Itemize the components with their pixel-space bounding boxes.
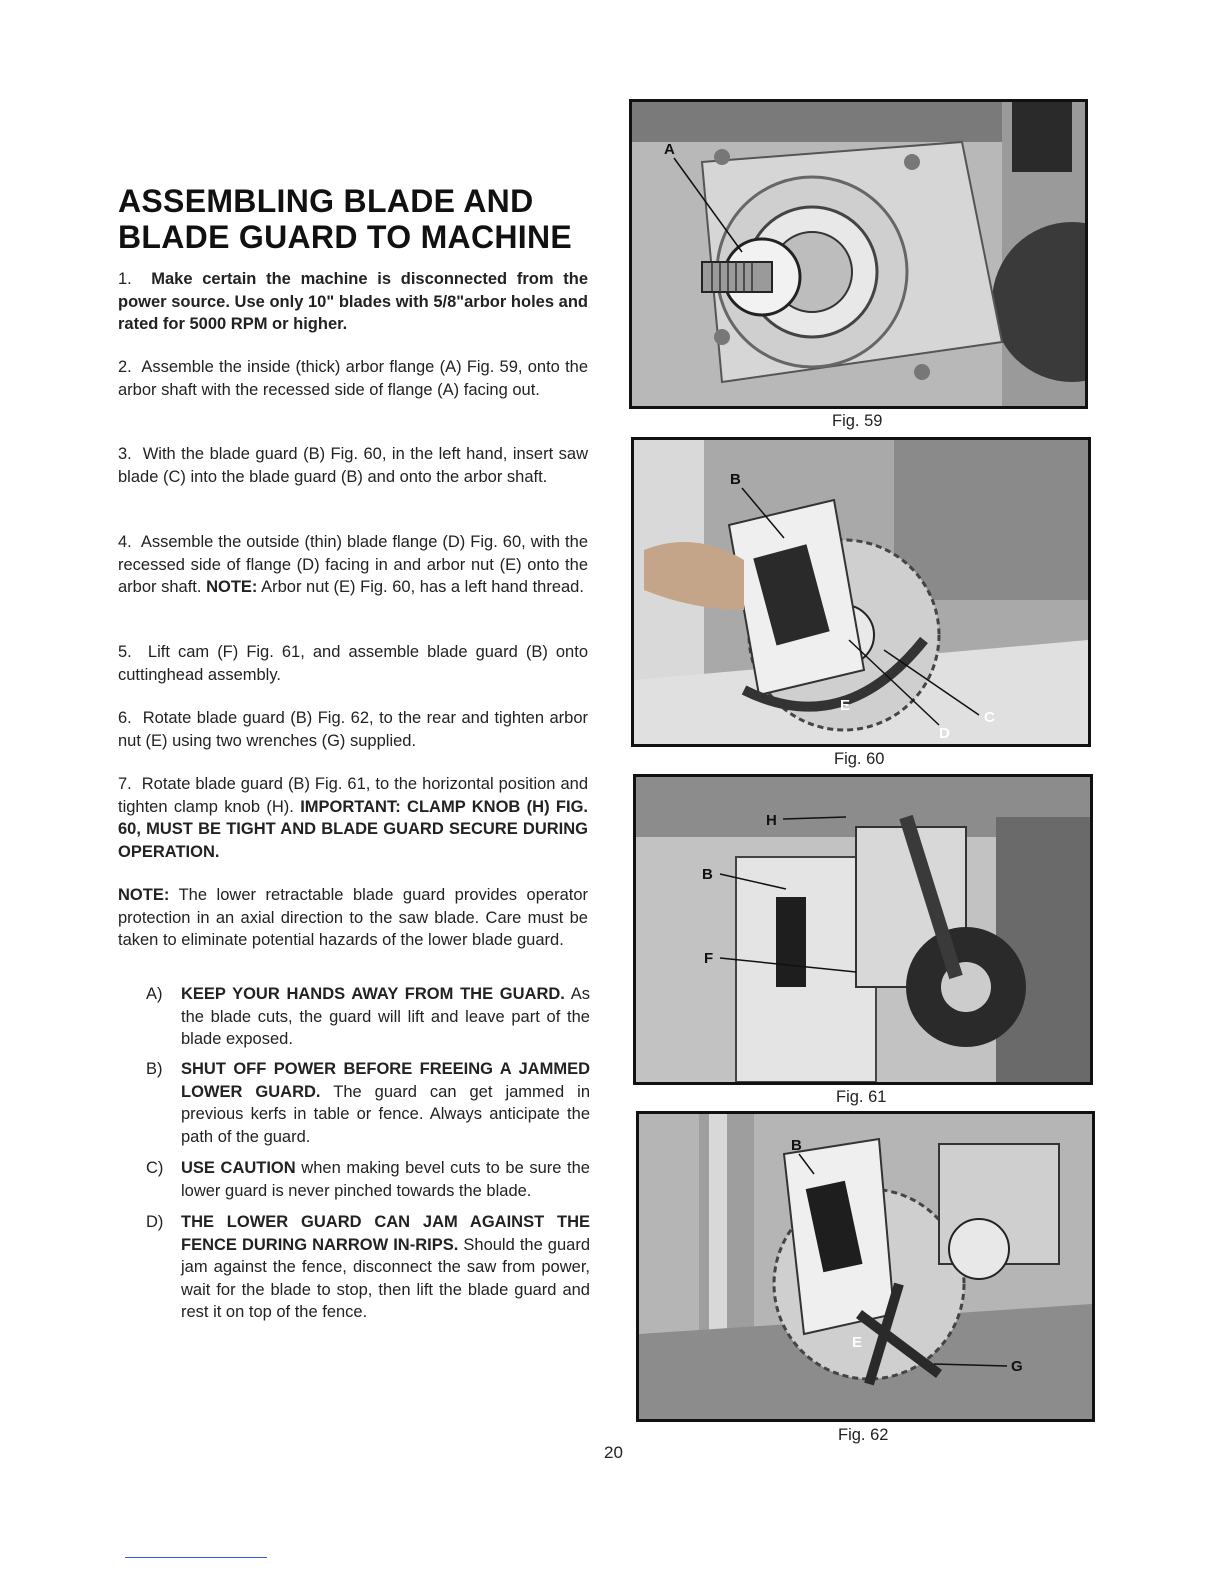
figure-62-photo: [636, 1111, 1095, 1422]
callout-e: E: [840, 697, 851, 714]
figure-59-caption: Fig. 59: [832, 412, 883, 430]
callout-c: C: [984, 709, 995, 726]
note-text: Arbor nut (E) Fig. 60, has a left hand thread.: [261, 578, 584, 596]
warning-b: [146, 1058, 590, 1148]
step-text: Assemble the outside (thin) blade flange (D) Fig. 60, with the recessed side of flange (D) facing in and arbor nut (E) onto the arbor shaft.: [118, 533, 588, 596]
step-6: [118, 707, 588, 752]
warning-bold: KEEP YOUR HANDS AWAY FROM THE GUARD.: [181, 985, 565, 1003]
callout-f: F: [704, 950, 714, 967]
figure-59-photo: [629, 99, 1088, 409]
warning-c: [146, 1157, 590, 1202]
cuttinghead-assembly-illustration: [636, 777, 1090, 1082]
figure-60-photo: [631, 437, 1091, 747]
step-4: [118, 531, 588, 599]
callout-b: B: [730, 471, 741, 488]
note-label: NOTE:: [118, 886, 170, 904]
step-1: [118, 268, 588, 336]
step-3: [118, 443, 588, 488]
figure-62-caption: Fig. 62: [838, 1426, 889, 1444]
callout-e: E: [852, 1334, 863, 1351]
figure-60-caption: Fig. 60: [834, 750, 885, 768]
step-number: 7.: [118, 775, 132, 793]
warning-a: [146, 983, 590, 1051]
warning-text: As the blade cuts, the guard will lift and leave part of the blade exposed.: [181, 985, 590, 1048]
page-title: ASSEMBLING BLADE AND BLADE GUARD TO MACHINE: [118, 183, 573, 255]
note-paragraph: [118, 884, 588, 952]
figure-61-photo: [633, 774, 1093, 1085]
step-number: 6.: [118, 709, 132, 727]
step-2: [118, 356, 588, 401]
step-text: Lift cam (F) Fig. 61, and assemble blade guard (B) onto cuttinghead assembly.: [118, 643, 588, 684]
callout-d: D: [939, 725, 950, 742]
warning-letter: B): [146, 1060, 163, 1078]
step-number: 3.: [118, 445, 132, 463]
step-number: 5.: [118, 643, 132, 661]
note-text: The lower retractable blade guard provides operator protection in an axial direction to the saw blade. Care must be taken to eliminate potential hazards of the lower blade guard.: [118, 886, 589, 949]
callout-b: B: [702, 866, 713, 883]
callout-b: B: [791, 1137, 802, 1154]
step-text: Rotate blade guard (B) Fig. 61, to the horizontal position and tighten clamp knob (H).: [118, 775, 589, 816]
important-text: IMPORTANT: CLAMP KNOB (H) FIG. 60, MUST BE TIGHT AND BLADE GUARD SECURE DURING OPERATION.: [118, 797, 588, 861]
step-text: With the blade guard (B) Fig. 60, in the left hand, insert saw blade (C) into the blade guard (B) and onto the arbor shaft.: [118, 445, 588, 486]
callout-h: H: [766, 812, 777, 829]
warning-bold: SHUT OFF POWER BEFORE FREEING A JAMMED LOWER GUARD.: [181, 1060, 590, 1101]
warning-text: The guard can get jammed in previous kerfs in table or fence. Always anticipate the path of the guard.: [181, 1082, 590, 1146]
page-number: 20: [604, 1443, 623, 1462]
step-text: Assemble the inside (thick) arbor flange (A) Fig. 59, onto the arbor shaft with the recessed side of flange (A) facing out.: [118, 358, 589, 399]
arbor-flange-illustration: [632, 102, 1085, 406]
warning-letter: A): [146, 985, 163, 1003]
note-label: NOTE:: [206, 578, 258, 596]
warning-d: [146, 1211, 590, 1324]
warning-text: when making bevel cuts to be sure the lower guard is never pinched towards the blade.: [181, 1159, 590, 1200]
step-bold-text: Make certain the machine is disconnected from the power source. Use only 10" blades with 5/8"arbor holes and rated for 5000 RPM or higher.: [118, 270, 589, 333]
step-text: Rotate blade guard (B) Fig. 62, to the rear and tighten arbor nut (E) using two wrenches (G) supplied.: [118, 709, 588, 750]
blade-guard-insertion-illustration: [634, 440, 1088, 744]
callout-g: G: [1011, 1358, 1023, 1375]
warning-letter: C): [146, 1159, 164, 1177]
warning-bold: USE CAUTION: [181, 1159, 296, 1177]
tighten-arbor-nut-illustration: [639, 1114, 1092, 1419]
step-number: 2.: [118, 358, 132, 376]
step-5: [118, 641, 588, 686]
scan-artifact-line: [125, 1557, 267, 1558]
step-number: 1.: [118, 270, 132, 288]
figure-61-caption: Fig. 61: [836, 1088, 887, 1106]
step-number: 4.: [118, 533, 132, 551]
warning-text: Should the guard jam against the fence, disconnect the saw from power, wait for the blade to stop, then lift the blade guard and rest it on top of the fence.: [181, 1235, 591, 1321]
step-7: [118, 773, 588, 863]
callout-a: A: [664, 141, 675, 158]
warning-bold: THE LOWER GUARD CAN JAM AGAINST THE FENCE DURING NARROW IN-RIPS.: [181, 1213, 590, 1254]
warning-letter: D): [146, 1213, 164, 1231]
